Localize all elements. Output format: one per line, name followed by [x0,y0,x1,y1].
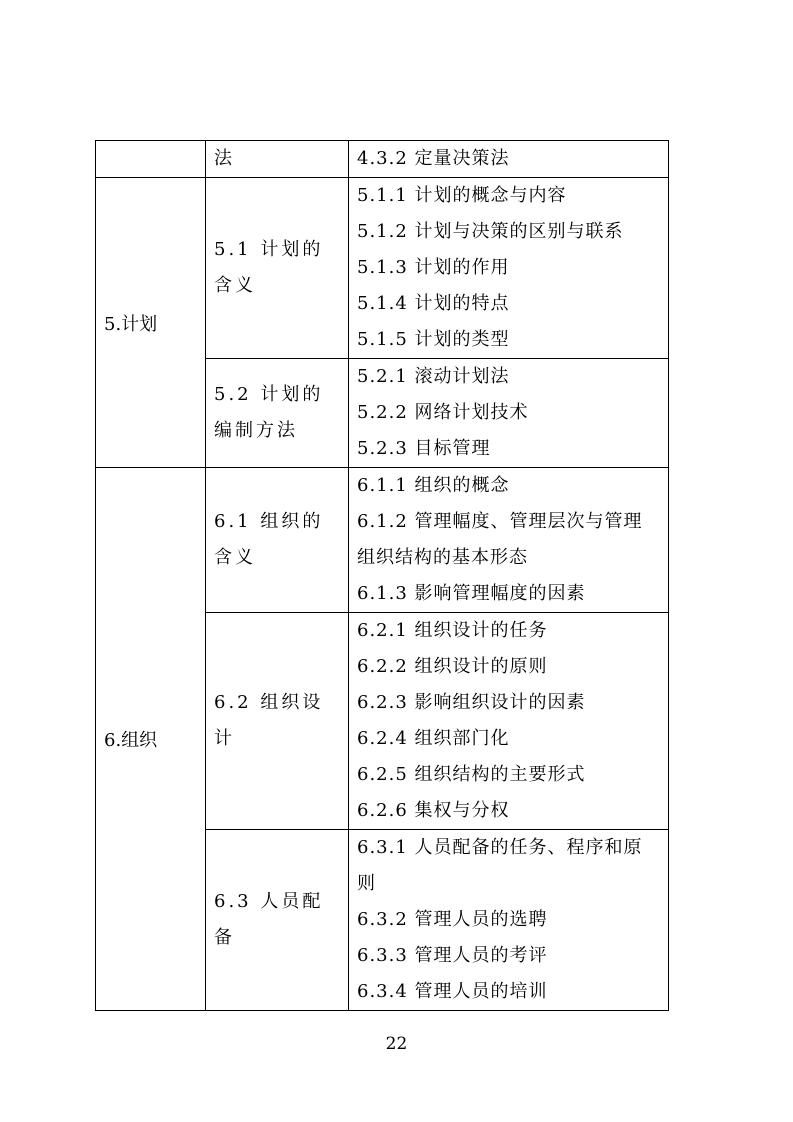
items-cell [349,141,669,178]
list-item: 6.1.1 组织的概念 [357,475,510,496]
items-cell [349,830,669,1011]
list-item: 4.3.2 定量决策法 [357,148,510,169]
items-cell [349,468,669,613]
chapter-cell [96,141,206,178]
section-cell [206,830,349,1011]
chapter-title: 6.组织 [104,730,158,751]
items-cell [349,178,669,359]
section-title: 6.3 人员配备 [214,891,324,948]
table-row [96,141,669,178]
section-cell [206,178,349,359]
list-item: 5.1.1 计划的概念与内容 [357,185,567,206]
chapter-title: 5.计划 [104,313,158,335]
section-title: 5.2 计划的编制方法 [214,384,324,441]
list-item: 6.2.6 集权与分权 [357,800,510,821]
list-item: 5.1.2 计划与决策的区别与联系 [357,221,624,242]
list-item: 6.1.2 管理幅度、管理层次与管理组织结构的基本形态 [357,511,643,568]
section-title: 法 [214,148,235,169]
table-row [96,468,669,613]
list-item: 5.2.2 网络计划技术 [357,402,529,423]
list-item: 6.3.3 管理人员的考评 [357,945,548,966]
page-number: 22 [385,1034,408,1054]
list-item: 5.2.3 目标管理 [357,438,491,459]
list-item: 5.1.5 计划的类型 [357,329,510,350]
list-item: 6.2.3 影响组织设计的因素 [357,692,586,713]
list-item: 6.2.2 组织设计的原则 [357,656,548,677]
list-item: 6.3.4 管理人员的培训 [357,981,548,1002]
section-title: 5.1 计划的含义 [214,239,324,296]
section-title: 6.1 组织的含义 [214,511,324,568]
chapter-cell [96,178,206,468]
items-cell [349,359,669,468]
list-item: 6.2.5 组织结构的主要形式 [357,764,586,785]
list-item: 5.1.3 计划的作用 [357,257,510,278]
syllabus-table [95,140,669,1011]
section-title: 6.2 组织设计 [214,692,324,749]
section-cell [206,359,349,468]
list-item: 6.2.4 组织部门化 [357,728,510,749]
chapter-cell [96,468,206,1011]
section-cell [206,468,349,613]
items-cell [349,613,669,830]
list-item: 5.2.1 滚动计划法 [357,366,510,387]
table-row [96,178,669,359]
list-item: 6.2.1 组织设计的任务 [357,620,548,641]
list-item: 5.1.4 计划的特点 [357,293,510,314]
list-item: 6.3.1 人员配备的任务、程序和原则 [357,837,643,894]
list-item: 6.3.2 管理人员的选聘 [357,909,548,930]
section-cell [206,141,349,178]
section-cell [206,613,349,830]
list-item: 6.1.3 影响管理幅度的因素 [357,583,586,604]
